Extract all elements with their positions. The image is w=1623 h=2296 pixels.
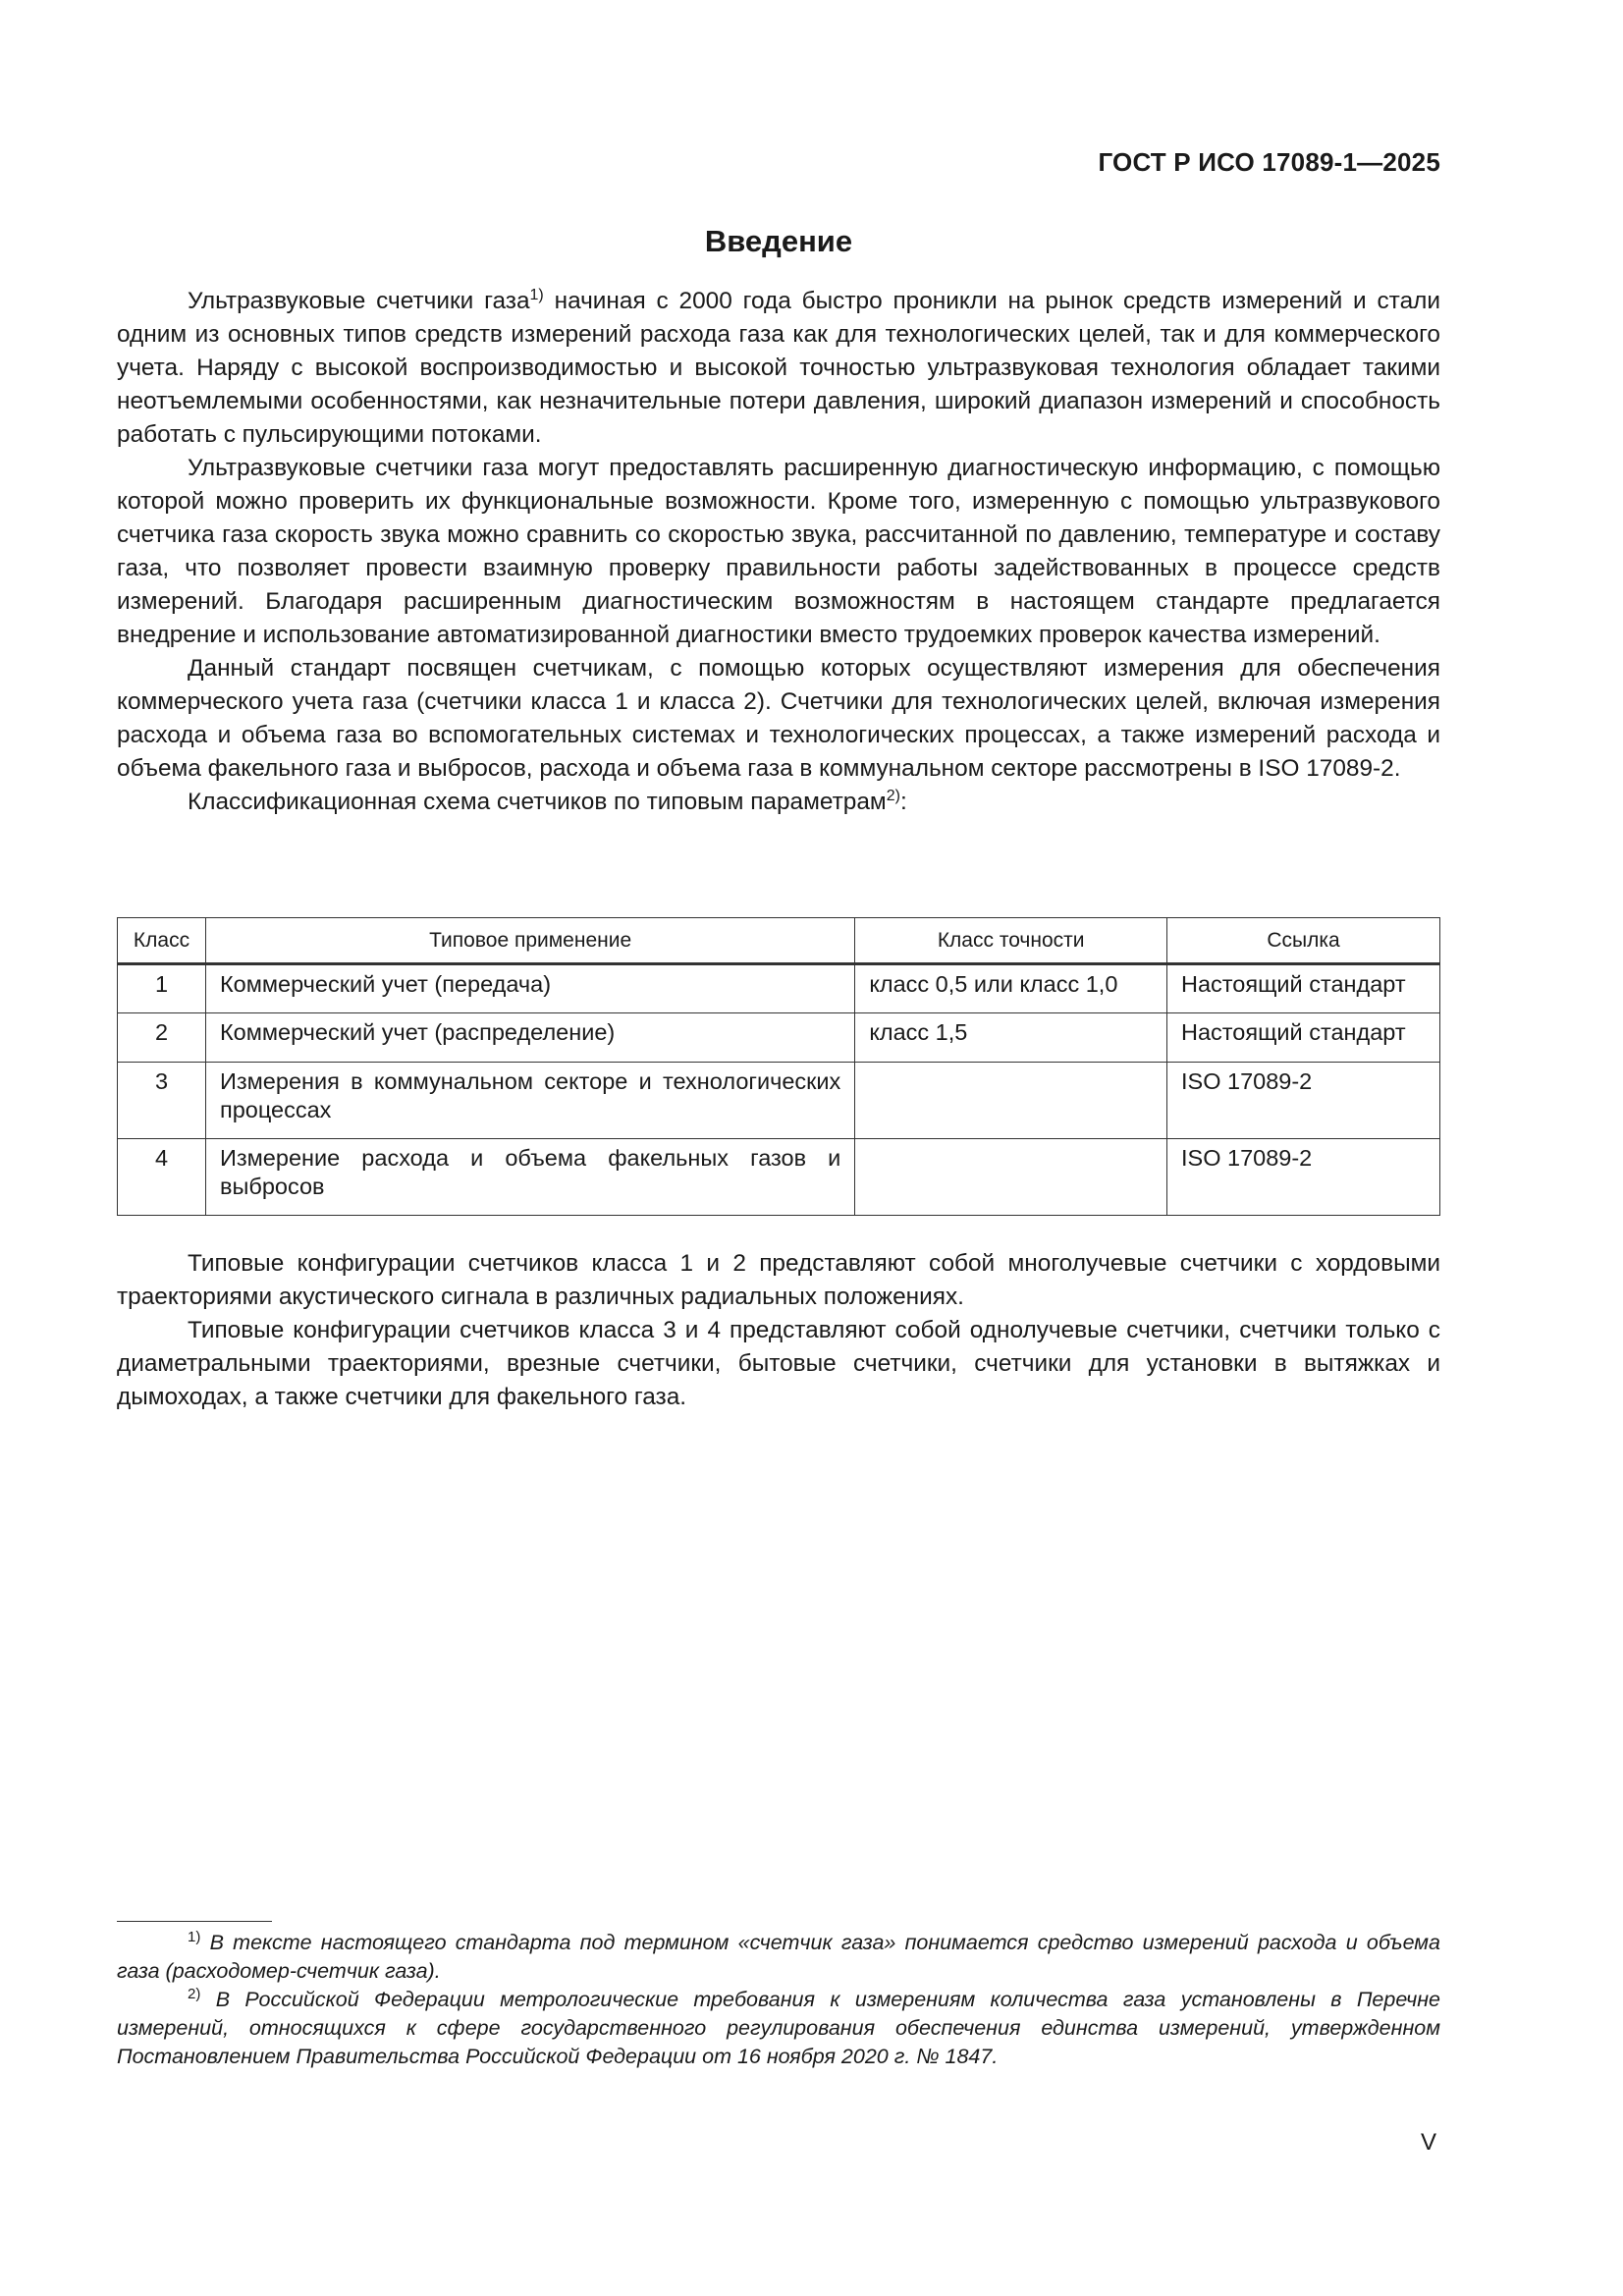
paragraph-4 bbox=[117, 786, 1440, 819]
cell-application: Измерения в коммунальном секторе и технологических процессах bbox=[205, 1063, 854, 1139]
cell-class: 1 bbox=[118, 964, 206, 1013]
section-title: Введение bbox=[704, 224, 853, 258]
paragraph-4-start: Классификационная схема счетчиков по типовым параметрам bbox=[188, 789, 887, 815]
paragraph-1-rest: начиная с 2000 года быстро проникли на рынок средств измерений и стали одним из основных типов средств измерений расхода газа как для технологических целей, так и для коммерческого учета. Наряду с высокой воспроизводимостью и высокой точностью ультразвуковая технология обладает такими неотъемлемыми особенностями, как незначительные потери давления, широкий диапазон измерений и способность работать с пульсирующими потоками. bbox=[117, 288, 1440, 448]
footnotes bbox=[117, 1929, 1440, 2071]
footnote-mark-1: 1) bbox=[188, 1929, 201, 1945]
paragraph-6: Типовые конфигурации счетчиков класса 3 и 4 представляют собой однолучевые счетчики, счетчики только с диаметральными траекториями, врезные счетчики, бытовые счетчики, счетчики для установки в вытяжках и дымоходах, а также счетчики для факельного газа. bbox=[117, 1317, 1440, 1410]
page-number: V bbox=[1420, 2129, 1436, 2156]
paragraph-2: Ультразвуковые счетчики газа могут предоставлять расширенную диагностическую информацию, с помощью которой можно проверить их функциональные возможности. Кроме того, измеренную с помощью ультразвукового счетчика газа скорость звука можно сравнить со скоростью звука, рассчитанной по давлению, температуре и составу газа, что позволяет провести взаимную проверку правильности работы задействованных в процессе средств измерений. Благодаря расширенным диагностическим возможностям в настоящем стандарте предлагается внедрение и использование автоматизированной диагностики вместо трудоемких проверок качества измерений. bbox=[117, 455, 1440, 648]
footnote-ref-2: 2) bbox=[886, 788, 900, 804]
table-row bbox=[118, 1139, 1440, 1216]
footnote-1 bbox=[117, 1929, 1440, 1986]
footnote-text-2: В Российской Федерации метрологические требования к измерениям количества газа установлены в Перечне измерений, относящихся к сфере государственного регулирования обеспечения единства измерений, утвержденном Постановлением Правительства Российской Федерации от 16 ноября 2020 г. № 1847. bbox=[117, 1988, 1440, 2068]
cell-reference: Настоящий стандарт bbox=[1167, 1013, 1440, 1063]
cell-reference: ISO 17089-2 bbox=[1167, 1063, 1440, 1139]
column-header-application: Типовое применение bbox=[205, 918, 854, 964]
cell-application: Коммерческий учет (распределение) bbox=[205, 1013, 854, 1063]
cell-class: 2 bbox=[118, 1013, 206, 1063]
column-header-class: Класс bbox=[118, 918, 206, 964]
footnote-2 bbox=[117, 1986, 1440, 2071]
footnote-separator bbox=[117, 1921, 272, 1922]
post-table-text bbox=[117, 1247, 1440, 1414]
cell-accuracy: класс 0,5 или класс 1,0 bbox=[855, 964, 1167, 1013]
cell-accuracy bbox=[855, 1139, 1167, 1216]
footnote-ref-1: 1) bbox=[529, 287, 544, 303]
intro-text bbox=[117, 285, 1440, 819]
cell-accuracy: класс 1,5 bbox=[855, 1013, 1167, 1063]
cell-class: 4 bbox=[118, 1139, 206, 1216]
footnote-text-1: В тексте настоящего стандарта под термином «счетчик газа» понимается средство измерений расхода и объема газа (расходомер-счетчик газа). bbox=[117, 1931, 1440, 1983]
cell-application: Измерение расхода и объема факельных газов и выбросов bbox=[205, 1139, 854, 1216]
cell-class: 3 bbox=[118, 1063, 206, 1139]
column-header-accuracy: Класс точности bbox=[855, 918, 1167, 964]
document-page bbox=[117, 0, 1440, 2296]
column-header-reference: Ссылка bbox=[1167, 918, 1440, 964]
cell-reference: Настоящий стандарт bbox=[1167, 964, 1440, 1013]
paragraph-1 bbox=[117, 285, 1440, 452]
paragraph-5: Типовые конфигурации счетчиков класса 1 и 2 представляют собой многолучевые счетчики с хордовыми траекториями акустического сигнала в различных радиальных положениях. bbox=[117, 1250, 1440, 1310]
table-row bbox=[118, 964, 1440, 1013]
paragraph-4-rest: : bbox=[899, 789, 907, 815]
table-header-row bbox=[118, 918, 1440, 964]
paragraph-3: Данный стандарт посвящен счетчикам, с помощью которых осуществляют измерения для обеспечения коммерческого учета газа (счетчики класса 1 и класса 2). Счетчики для технологических целей, включая измерения расхода и объема газа во вспомогательных системах и технологических процессах, а также измерений расхода и объема факельного газа и выбросов, расхода и объема газа в коммунальном секторе рассмотрены в ISO 17089-2. bbox=[117, 655, 1440, 782]
table-row bbox=[118, 1063, 1440, 1139]
table-row bbox=[118, 1013, 1440, 1063]
cell-accuracy bbox=[855, 1063, 1167, 1139]
cell-application: Коммерческий учет (передача) bbox=[205, 964, 854, 1013]
paragraph-1-start: Ультразвуковые счетчики газа bbox=[188, 288, 530, 314]
cell-reference: ISO 17089-2 bbox=[1167, 1139, 1440, 1216]
document-code: ГОСТ Р ИСО 17089-1—2025 bbox=[1098, 147, 1440, 177]
footnote-mark-2: 2) bbox=[188, 1986, 201, 2002]
classification-table bbox=[117, 917, 1440, 1216]
